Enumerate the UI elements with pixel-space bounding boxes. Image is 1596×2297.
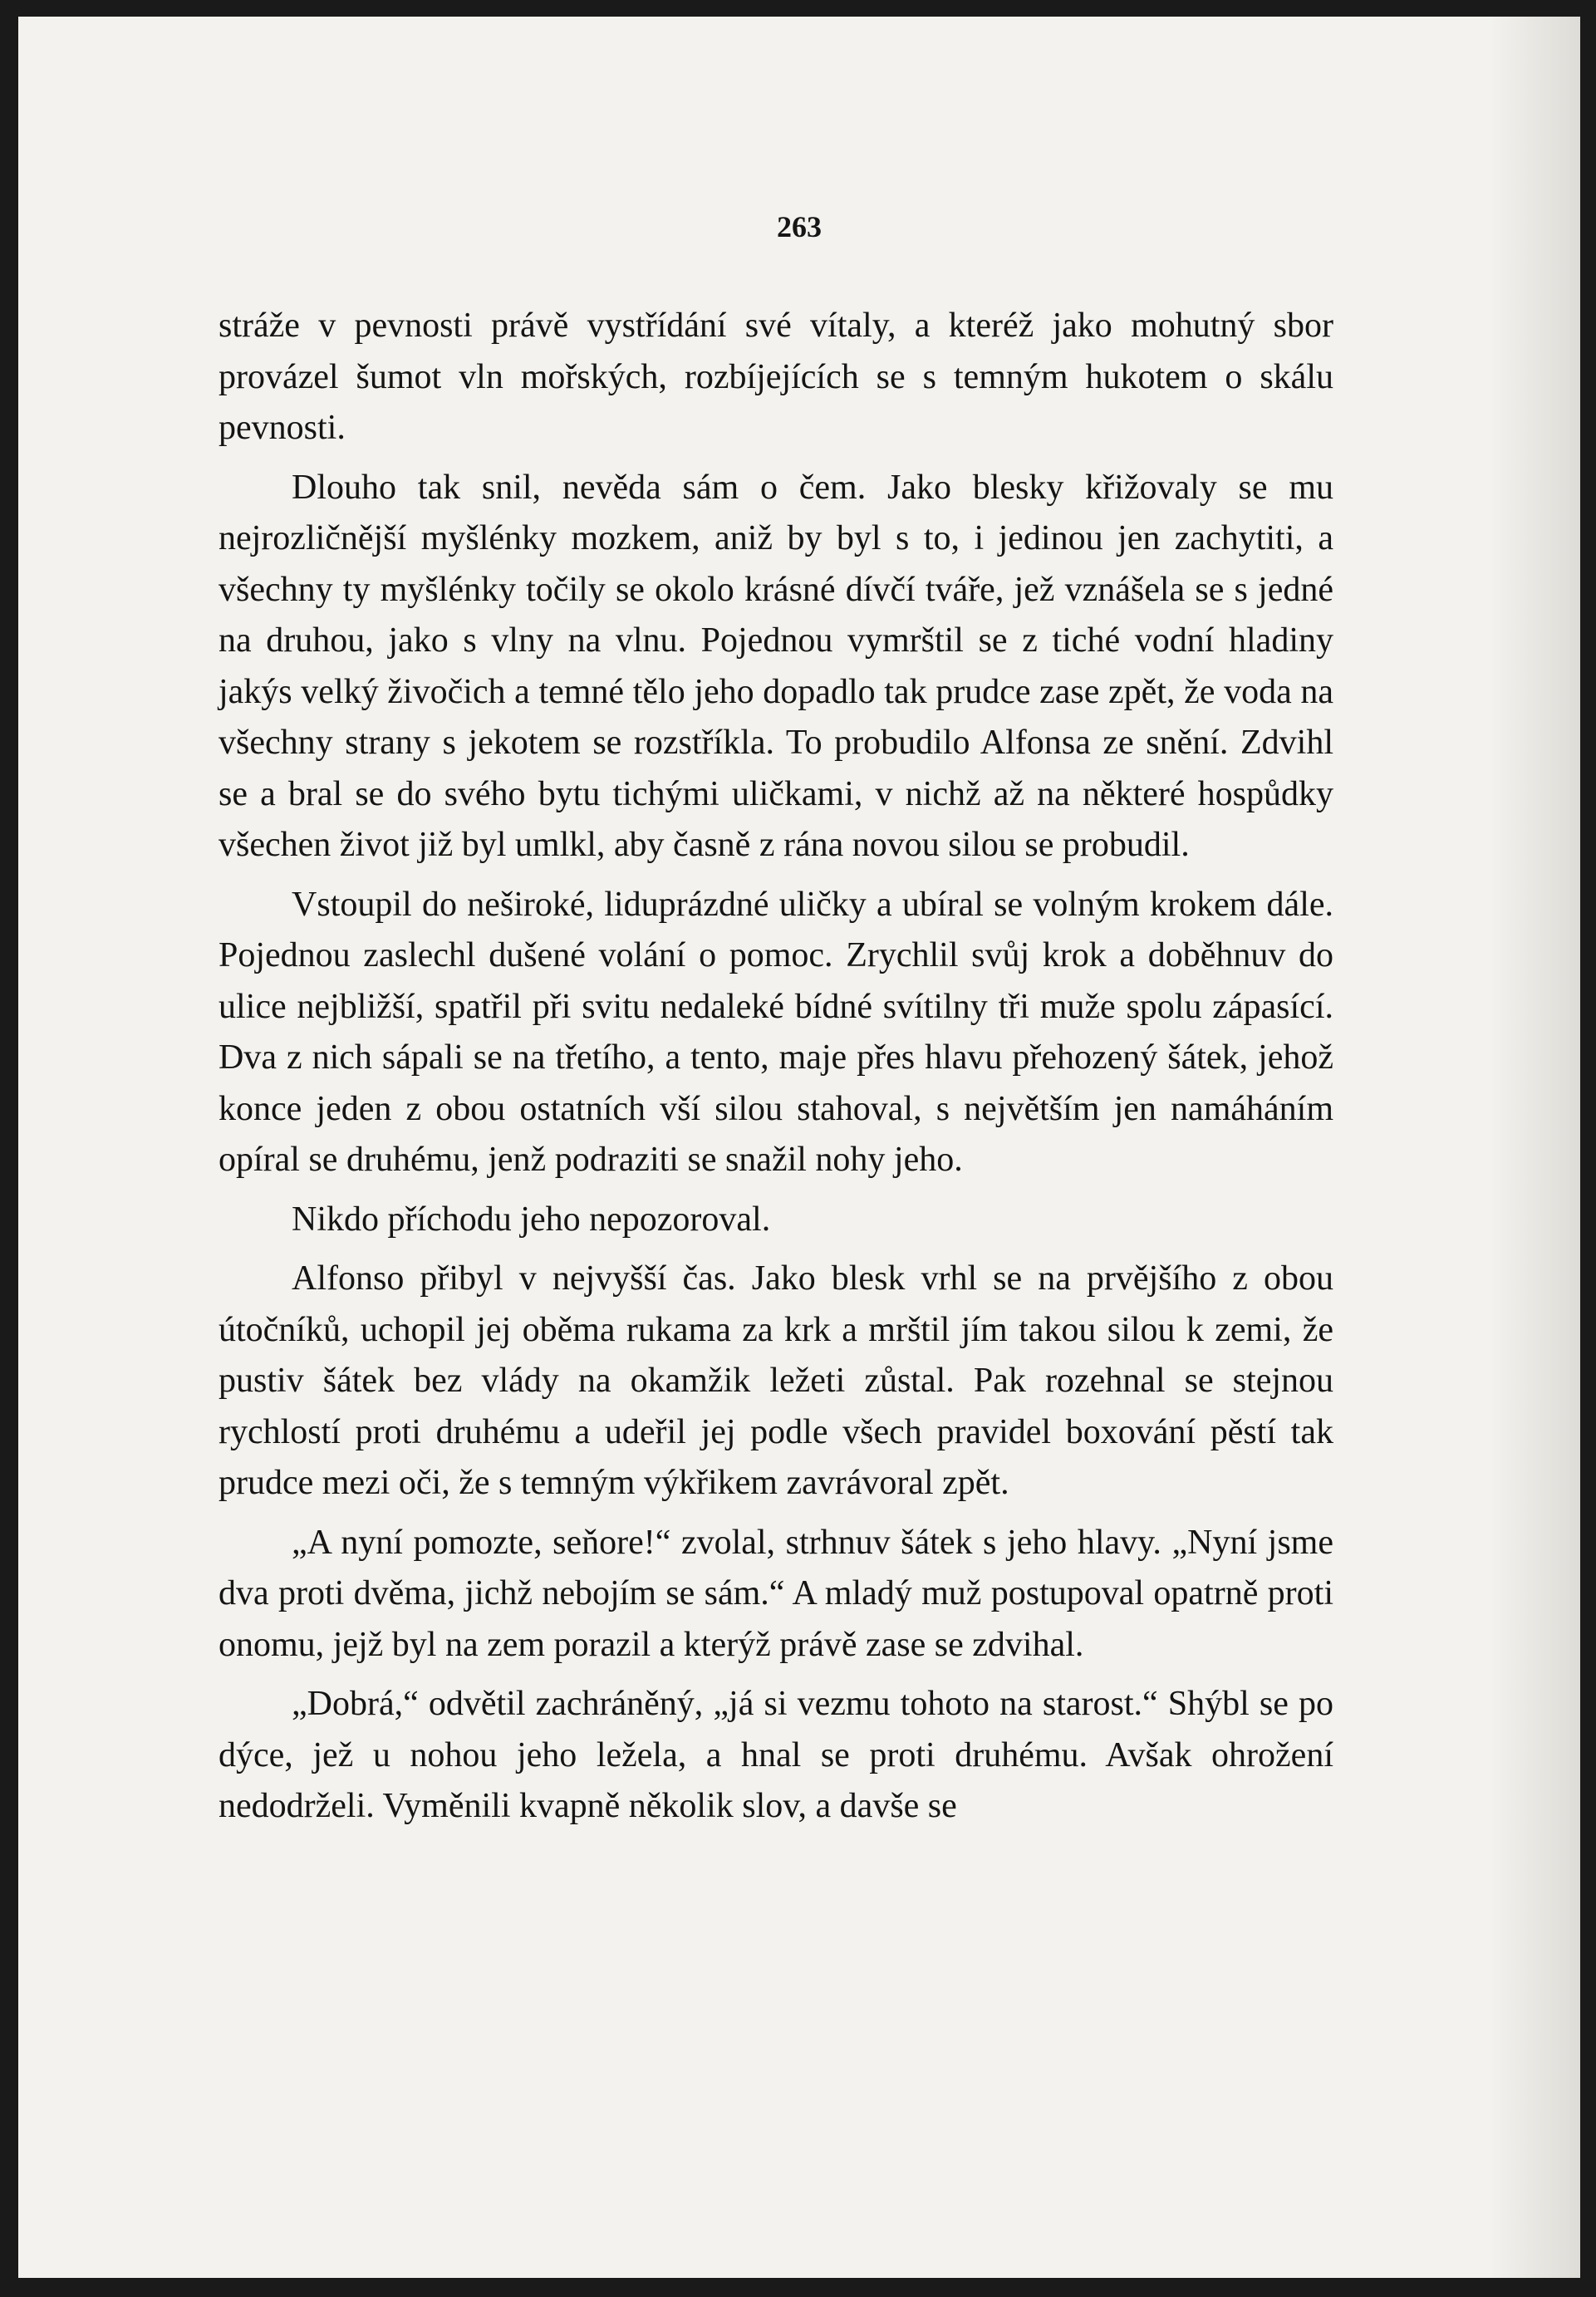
paragraph-2: Dlouho tak snil, nevěda sám o čem. Jako blesky křižovaly se mu nejrozličnější myšlénky mozkem, aniž by byl s to, i jedinou jen zachytiti, a všechny ty myšlénky točily se okolo krásné dívčí tváře, jež vznášela se s jedné na druhou, jako s vlny na vlnu. Pojednou vymrštil se z tiché vodní hladiny jakýs velký živočich a temné tělo jeho dopadlo tak prudce zase zpět, že voda na všechny strany s jekotem se rozstříkla. To probudilo Alfonsa ze snění. Zdvihl se a bral se do svého bytu tichými uličkami, v nichž až na některé hospůdky všechen život již byl umlkl, aby časně z rána novou silou se probudil. bbox=[219, 468, 1333, 864]
page-number: 263 bbox=[777, 210, 822, 243]
paragraph-3: Vstoupil do neširoké, liduprázdné uličky a ubíral se volným krokem dále. Pojednou zaslechl dušené volání o pomoc. Zrychlil svůj krok a doběhnuv do ulice nejbližší, spatřil při svitu nedaleké bídné svítilny tři muže spolu zápasící. Dva z nich sápali se na třetího, a tento, maje přes hlavu přehozený šátek, jehož konce jeden z obou ostatních vší silou stahoval, s největším jen namáháním opíral se druhému, jenž podraziti se snažil nohy jeho. bbox=[219, 885, 1333, 1179]
paragraph-6: „A nyní pomozte, seňore!“ zvolal, strhnuv šátek s jeho hlavy. „Nyní jsme dva proti dvěma, jichž nebojím se sám.“ A mladý muž postupoval opatrně proti onomu, jejž byl na zem porazil a kterýž právě zase se zdvihal. bbox=[219, 1523, 1333, 1664]
paragraph-1: stráže v pevnosti právě vystřídání své vítaly, a kteréž jako mohutný sbor provázel šumot vln mořských, rozbíjejících se s temným hukotem o skálu pevnosti. bbox=[219, 307, 1333, 447]
paragraph-5: Alfonso přibyl v nejvyšší čas. Jako blesk vrhl se na prvějšího z obou útočníků, uchopil jej oběma rukama za krk a mrštil jím takou silou k zemi, že pustiv šátek bez vlády na okamžik ležeti zůstal. Pak rozehnal se stejnou rychlostí proti druhému a udeřil jej podle všech pravidel boxování pěstí tak prudce mezi oči, že s temným výkřikem zavrávoral zpět. bbox=[219, 1259, 1333, 1502]
page-edge-shadow bbox=[1489, 17, 1580, 2278]
book-page bbox=[18, 17, 1580, 2278]
paragraph-7: „Dobrá,“ odvětil zachráněný, „já si vezmu tohoto na starost.“ Shýbl se po dýce, jež u nohou jeho ležela, a hnal se proti druhému. Avšak ohrožení nedodrželi. Vyměnili kvapně několik slov, a davše se bbox=[219, 1685, 1333, 1825]
paragraph-4: Nikdo příchodu jeho nepozoroval. bbox=[292, 1200, 771, 1239]
body-text bbox=[219, 301, 1333, 1833]
